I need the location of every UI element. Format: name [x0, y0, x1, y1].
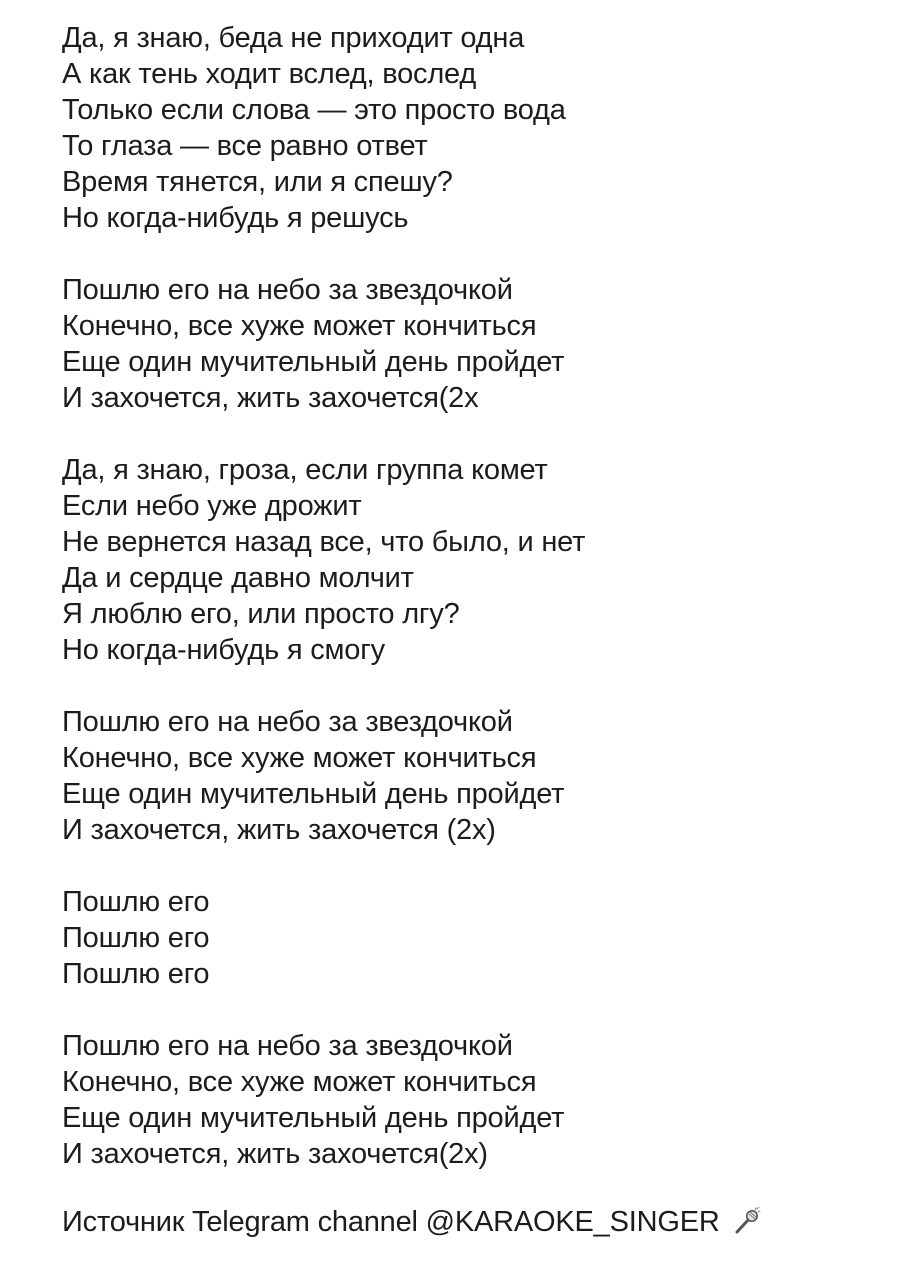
microphone-icon [733, 1207, 761, 1235]
lyric-line: Пошлю его [62, 958, 210, 990]
lyric-line: Конечно, все хуже может кончиться [62, 742, 537, 774]
lyrics-body [62, 20, 902, 1208]
lyric-line: Если небо уже дрожит [62, 490, 362, 522]
source-text: Источник Telegram channel @KARAOKE_SINGER [62, 1206, 720, 1238]
stanza-5-bridge [62, 884, 902, 992]
lyric-line: И захочется, жить захочется(2х) [62, 1138, 488, 1170]
lyric-line: И захочется, жить захочется(2х [62, 382, 479, 414]
lyric-line: Конечно, все хуже может кончиться [62, 310, 537, 342]
lyric-line: Еще один мучительный день пройдет [62, 778, 565, 810]
lyric-line: Пошлю его [62, 922, 210, 954]
lyric-line: Пошлю его [62, 886, 210, 918]
lyric-line: Еще один мучительный день пройдет [62, 1102, 565, 1134]
stanza-3 [62, 452, 902, 668]
stanza-4-chorus [62, 704, 902, 848]
lyric-line: Я люблю его, или просто лгу? [62, 598, 460, 630]
lyric-line: Но когда-нибудь я решусь [62, 202, 409, 234]
lyric-line: Пошлю его на небо за звездочкой [62, 706, 513, 738]
lyric-line: Да, я знаю, гроза, если группа комет [62, 454, 548, 486]
lyric-line: То глаза — все равно ответ [62, 130, 428, 162]
lyric-line: Да и сердце давно молчит [62, 562, 414, 594]
lyric-line: Еще один мучительный день пройдет [62, 346, 565, 378]
stanza-1 [62, 20, 902, 236]
lyric-line: Пошлю его на небо за звездочкой [62, 1030, 513, 1062]
source-credit [62, 1204, 761, 1240]
lyric-line: Пошлю его на небо за звездочкой [62, 274, 513, 306]
lyric-line: Конечно, все хуже может кончиться [62, 1066, 537, 1098]
lyric-line: Только если слова — это просто вода [62, 94, 566, 126]
stanza-2-chorus [62, 272, 902, 416]
lyric-line: Время тянется, или я спешу? [62, 166, 453, 198]
lyric-line: А как тень ходит вслед, вослед [62, 58, 477, 90]
lyric-line: Да, я знаю, беда не приходит одна [62, 22, 525, 54]
lyric-line: И захочется, жить захочется (2х) [62, 814, 496, 846]
stanza-6-chorus [62, 1028, 902, 1172]
lyric-line: Не вернется назад все, что было, и нет [62, 526, 586, 558]
lyric-line: Но когда-нибудь я смогу [62, 634, 385, 666]
